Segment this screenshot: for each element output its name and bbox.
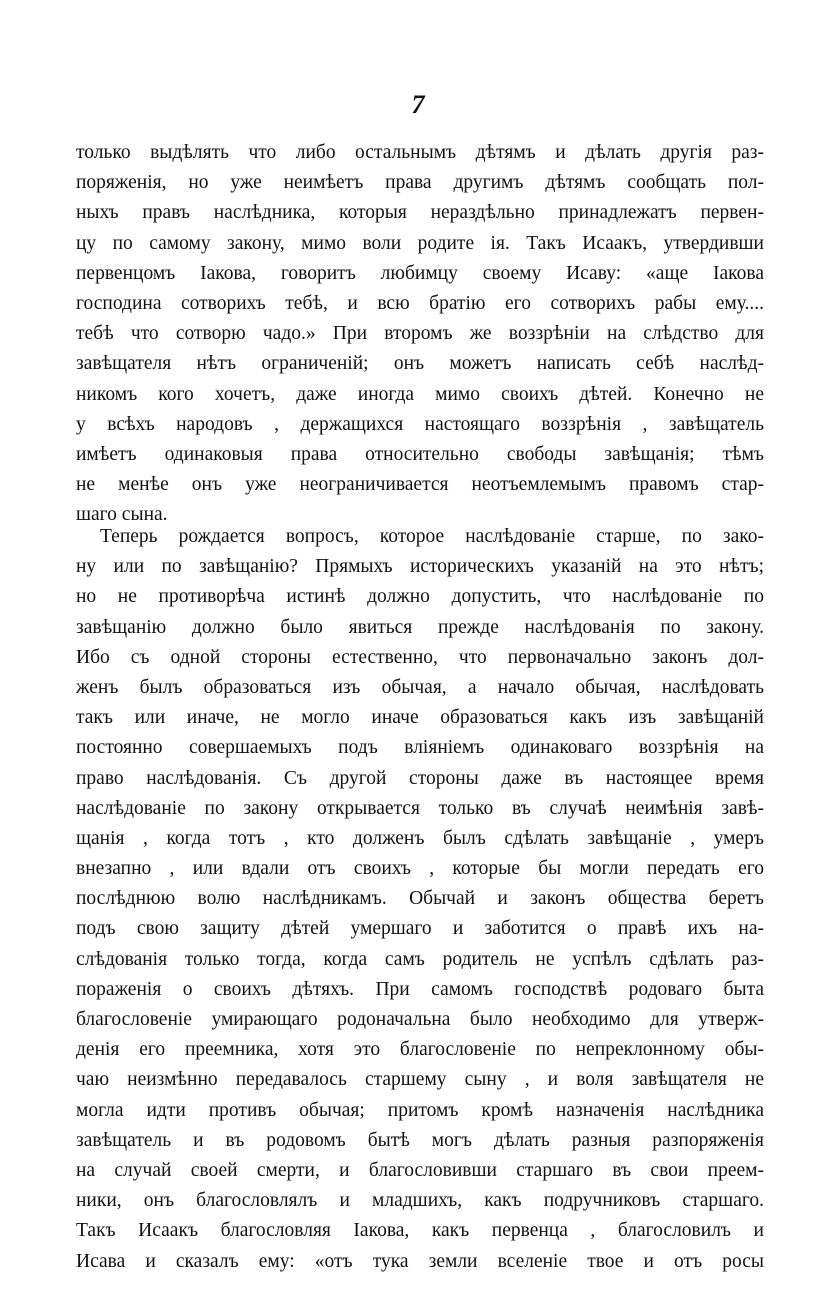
text-line: имѣетъ одинаковыя права относительно свободы завѣщанія; тѣмъ (76, 443, 764, 465)
text-line: наслѣдованіе по закону открывается только въ случаѣ неимѣнія завѣ- (76, 797, 764, 819)
text-line: женъ былъ образоваться изъ обычая, а начало обычая, наслѣдовать (76, 676, 764, 698)
text-line: Теперь рождается вопросъ, которое наслѣдованіе старше, по зако- (100, 526, 764, 547)
text-line: Такъ Исаакъ благословляя Іакова, какъ первенца , благословилъ и (76, 1220, 764, 1242)
text-line: щанія , когда тотъ , кто долженъ былъ сдѣлать завѣщаніе , умеръ (76, 827, 764, 849)
text-line: у всѣхъ народовъ , держащихся настоящаго воззрѣнія , завѣщатель (76, 413, 764, 435)
text-line: шаго сына. (76, 504, 168, 526)
text-line: благословеніе умирающаго родоначальна было необходимо для утверж- (76, 1009, 764, 1030)
text-line: тебѣ что сотворю чадо.» При второмъ же воззрѣніи на слѣдство для (76, 323, 764, 345)
paragraph-2 (76, 522, 764, 1277)
text-line: право наслѣдованія. Съ другой стороны даже въ настоящее время (76, 767, 764, 789)
text-line: поряженія, но уже неимѣетъ права другимъ дѣтямъ сообщать пол- (76, 172, 764, 194)
text-line: денія его преемника, хотя это благословеніе по непреклонному обы- (76, 1039, 764, 1061)
text-line: могла идти противъ обычая; притомъ кромѣ назначенія наслѣдника (76, 1099, 764, 1121)
text-line: но не противорѣча истинѣ должно допустить, что наслѣдованіе по (76, 586, 764, 608)
text-line: на случай своей смерти, и благословивши старшаго въ свои преем- (76, 1159, 764, 1181)
text-line: чаю неизмѣнно передавалось старшему сыну , и воля завѣщателя не (76, 1069, 764, 1091)
text-line: слѣдованія только тогда, когда самъ родитель не успѣлъ сдѣлать раз- (76, 948, 764, 970)
text-line: подъ свою защиту дѣтей умершаго и заботится о правѣ ихъ на- (76, 918, 764, 940)
text-line: внезапно , или вдали отъ своихъ , которые бы могли передать его (76, 858, 764, 880)
text-line: цу по самому закону, мимо воли родите ія. Такъ Исаакъ, утвердивши (76, 232, 764, 254)
text-line: завѣщатель и въ родовомъ бытѣ могъ дѣлать разныя разпоряженія (76, 1129, 764, 1151)
text-line: господина сотворихъ тебѣ, и всю братію его сотворихъ рабы ему.... (76, 292, 764, 314)
text-line: завѣщателя нѣтъ ограниченій; онъ можетъ написать себѣ наслѣд- (76, 353, 764, 375)
text-line: Ибо съ одной стороны естественно, что первоначально законъ дол- (76, 646, 764, 668)
text-line: послѣднюю волю наслѣдникамъ. Обычай и законъ общества беретъ (76, 888, 764, 910)
text-line: такъ или иначе, не могло иначе образоваться какъ изъ завѣщаній (76, 707, 764, 729)
text-line: завѣщанію должно было явиться прежде наслѣдованія по закону. (76, 616, 764, 638)
paragraph-1 (76, 138, 764, 530)
page-number: 7 (411, 90, 425, 119)
text-line: постоянно совершаемыхъ подъ вліяніемъ одинаковаго воззрѣнія на (76, 737, 764, 759)
text-line: не менѣе онъ уже неограничивается неотъемлемымъ правомъ стар- (76, 474, 764, 496)
text-line: никомъ кого хочетъ, даже иногда мимо своихъ дѣтей. Конечно не (76, 383, 764, 405)
text-line: Исава и сказалъ ему: «отъ тука земли вселеніе твое и отъ росы (76, 1250, 764, 1272)
text-line: первенцомъ Іакова, говоритъ любимцу своему Исаву: «аще Іакова (76, 262, 764, 284)
text-line: ныхъ правъ наслѣдника, которыя нераздѣльно принадлежатъ первен- (76, 202, 764, 224)
text-line: только выдѣлять что либо остальнымъ дѣтямъ и дѣлать другія раз- (76, 142, 764, 163)
text-line: пораженія о своихъ дѣтяхъ. При самомъ господствѣ родоваго быта (76, 978, 764, 1000)
text-line: ники, онъ благословлялъ и младшихъ, какъ подручниковъ старшаго. (76, 1190, 764, 1212)
text-line: ну или по завѣщанію? Прямыхъ историческихъ указаній на это нѣтъ; (76, 556, 764, 578)
